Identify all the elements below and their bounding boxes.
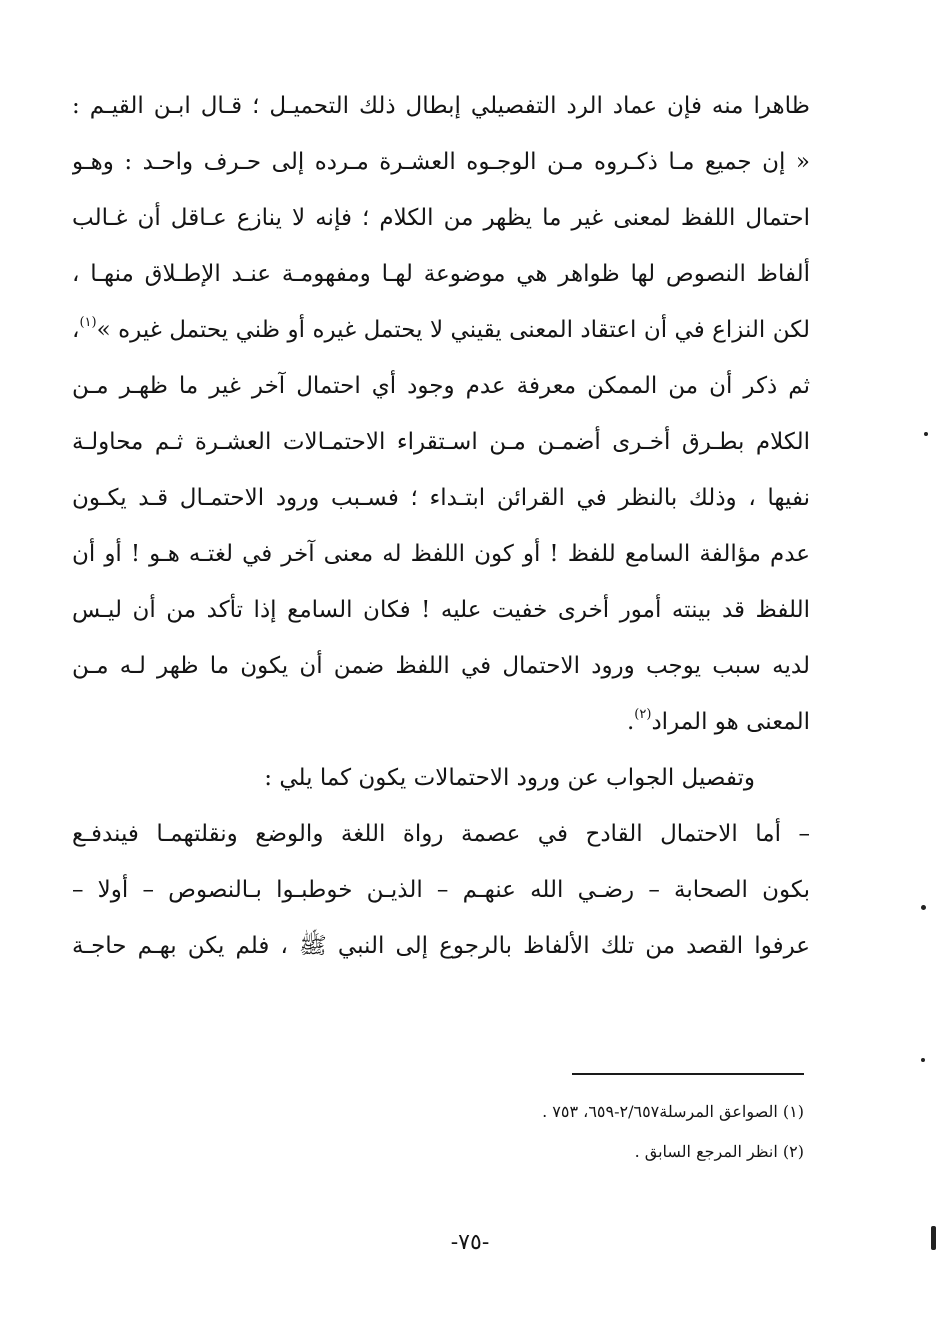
text-line-7: الكلام بطـرق أخـرى أضمـن مـن اسـتقراء الاحتمـالات العشـرة ثـم محاولـة (72, 429, 810, 455)
text-line-16: عرفوا القصد من تلك الألفاظ بالرجوع إلى النبي ﷺ ، فلم يكن بهـم حاجـة (72, 933, 810, 959)
text-line-12 (72, 694, 810, 750)
text-line-12-punct: . (626, 709, 635, 735)
text-line-5-punct: ، (72, 317, 80, 343)
text-line-13: وتفصيل الجواب عن ورود الاحتمالات يكون كما يلي : (264, 765, 755, 791)
scan-speck (921, 1058, 925, 1062)
text-line-5-content: لكن النزاع في أن اعتقاد المعنى يقيني لا يحتمل غيره أو ظني يحتمل غيره » (96, 317, 810, 343)
text-line-15: بكون الصحابة – رضـي الله عنهـم – الذيـن خوطبـوا بـالنصوص – أولا – (72, 877, 810, 903)
footnotes (200, 1092, 804, 1172)
scan-speck (924, 432, 928, 436)
page-number: -٧٥- (450, 1230, 490, 1255)
text-line-12-content: المعنى هو المراد (651, 709, 810, 735)
scan-speck (931, 1226, 936, 1250)
text-line-2: « إن جميع مـا ذكـروه مـن الوجـوه العشـرة مـرده إلى حـرف واحـد : وهـو (72, 149, 810, 175)
text-line-4: ألفاظ النصوص لها ظواهر هي موضوعة لهـا ومفهومـة عنـد الإطـلاق منهـا ، (72, 261, 810, 287)
body-text (72, 78, 810, 974)
footnote-1: (١) الصواعق المرسلة٢/٦٥٧-٦٥٩، ٧٥٣ . (542, 1102, 804, 1121)
text-line-9: عدم مؤالفة السامع للفظ ! أو كون اللفظ له معنى آخر في لغتـه هـو ! أو أن (72, 541, 810, 567)
text-line-6: ثم ذكر أن من الممكن معرفة عدم وجود أي احتمال آخر غير ما ظهـر مـن (72, 373, 810, 399)
text-line-10: اللفظ قد بينته أمور أخرى خفيت عليه ! فكان السامع إذا تأكد من أن ليـس (72, 597, 810, 623)
footnote-ref-2[interactable]: (٢) (634, 707, 652, 722)
text-line-5 (72, 302, 810, 358)
scan-speck (921, 905, 926, 910)
footnote-ref-1[interactable]: (١) (79, 315, 97, 330)
text-line-14: – أما الاحتمال القادح في عصمة رواة اللغة والوضع ونقلتهمـا فيندفـع (72, 821, 810, 847)
text-line-3: احتمال اللفظ لمعنى غير ما يظهر من الكلام ؛ فإنه لا ينازع عـاقل أن غـالب (72, 205, 810, 231)
text-line-8: نفيها ، وذلك بالنظر في القرائن ابتـداء ؛ فسـبب ورود الاحتمـال قـد يكـون (72, 485, 810, 511)
text-line-1: ظاهرا منه فإن عماد الرد التفصيلي إبطال ذلك التحميـل ؛ قـال ابـن القيـم : (72, 93, 810, 119)
footnote-2: (٢) انظر المرجع السابق . (634, 1142, 804, 1161)
text-line-11: لديه سبب يوجب ورود الاحتمال في اللفظ ضمن أن يكون ما ظهر لـه مـن (72, 653, 810, 679)
footnote-separator (572, 1073, 804, 1075)
